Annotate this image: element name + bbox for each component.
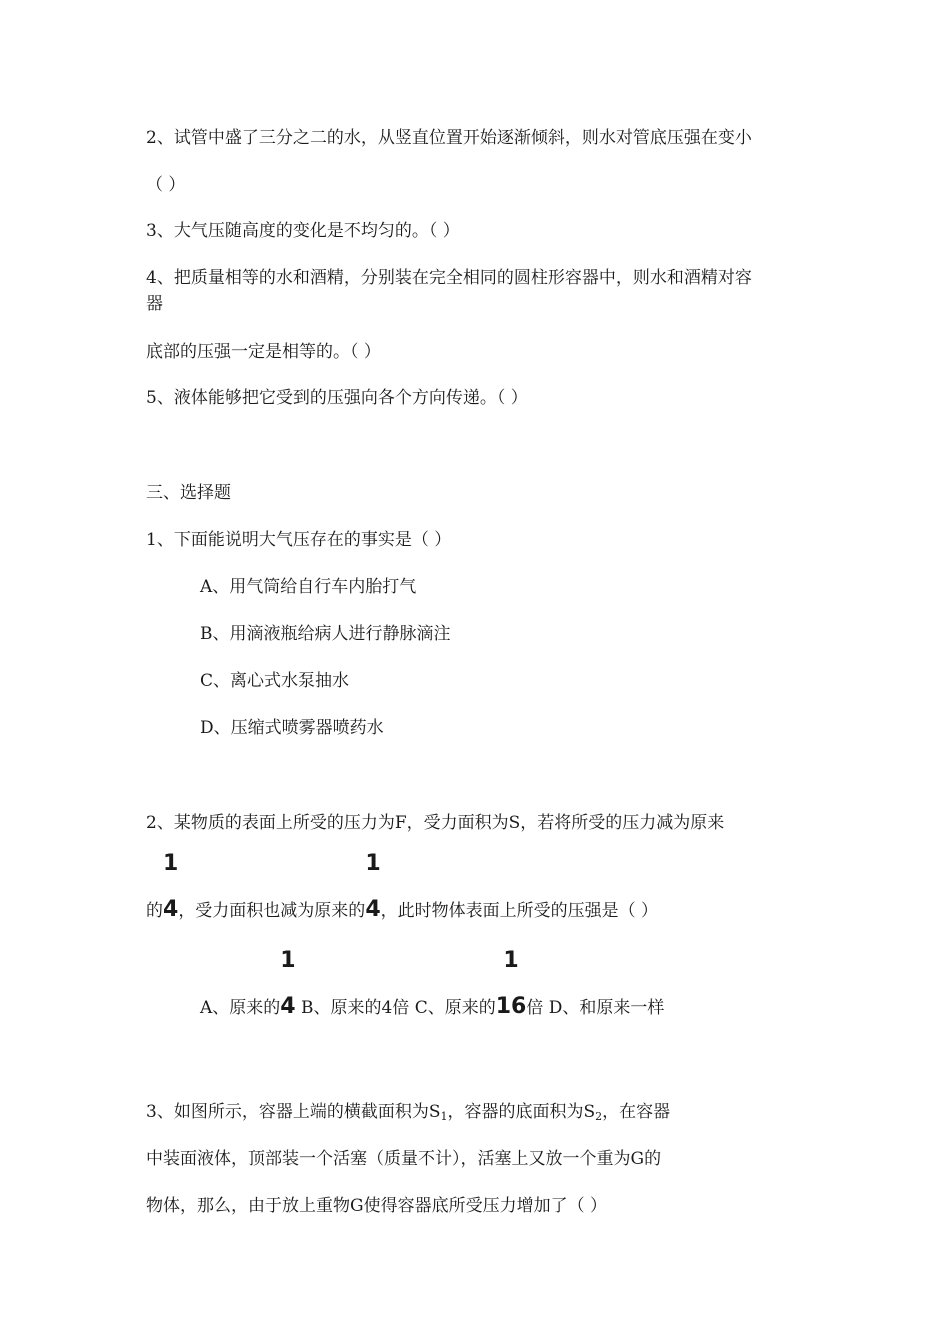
mc-q1-option-d: D、压缩式喷雾器喷药水 — [200, 718, 384, 738]
fraction-sixteenth — [495, 948, 527, 1020]
tf-q5: 5、液体能够把它受到的压强向各个方向传递。（ ） — [146, 388, 528, 408]
mc-q3-text-c: ，在容器 — [602, 1102, 671, 1122]
fraction-quarter-2 — [365, 851, 381, 923]
fraction-numerator: 1 — [280, 948, 296, 973]
mc-q1-option-c: C、离心式水泵抽水 — [200, 671, 350, 691]
mc-q1-option-a: A、用气筒给自行车内胎打气 — [200, 577, 417, 597]
fraction-numerator: 1 — [365, 851, 381, 876]
tf-q4-line1: 4、把质量相等的水和酒精，分别装在完全相同的圆柱形容器中，则水和酒精对容 — [146, 268, 752, 288]
mc-q3-line3: 物体，那么，由于放上重物G使得容器底所受压力增加了（ ） — [146, 1196, 607, 1216]
mc-q2-line1: 2、某物质的表面上所受的压力为F，受力面积为S，若将所受的压力减为原来 — [146, 813, 725, 833]
mc-q1-option-b: B、用滴液瓶给病人进行静脉滴注 — [200, 624, 451, 644]
mc-q2-option-bc: B、原来的4倍 C、原来的 — [295, 998, 496, 1018]
mc-q2-option-d: 倍 D、和原来一样 — [526, 998, 665, 1018]
fraction-denominator: 4 — [280, 994, 296, 1019]
mc-q2-text-de: 的 — [146, 901, 163, 921]
mc-q2-option-a: A、原来的 — [200, 998, 281, 1018]
subscript-1: 1 — [440, 1110, 448, 1123]
tf-q2-line1: 2、试管中盛了三分之二的水，从竖直位置开始逐渐倾斜，则水对管底压强在变小 — [146, 128, 752, 148]
mc-q3-line2: 中装面液体，顶部装一个活塞（质量不计），活塞上又放一个重为G的 — [146, 1149, 662, 1169]
mc-q2-text-end: ，此时物体表面上所受的压强是（ ） — [380, 901, 659, 921]
tf-q4-line2: 器 — [146, 294, 163, 314]
fraction-quarter-3 — [280, 948, 296, 1020]
fraction-denominator: 16 — [495, 994, 527, 1019]
tf-q3: 3、大气压随高度的变化是不均匀的。（ ） — [146, 221, 460, 241]
section3-title: 三、选择题 — [146, 483, 231, 503]
mc-q3-text-a: 3、如图所示，容器上端的横截面积为S — [146, 1102, 441, 1122]
fraction-denominator: 4 — [163, 897, 179, 922]
tf-q2-line2: （ ） — [146, 175, 186, 195]
mc-q2-options — [200, 948, 665, 1020]
fraction-denominator: 4 — [365, 897, 381, 922]
tf-q4-line3: 底部的压强一定是相等的。（ ） — [146, 342, 381, 362]
subscript-2: 2 — [595, 1110, 603, 1123]
mc-q2-text-mid: ，受力面积也减为原来的 — [178, 901, 366, 921]
mc-q1-stem: 1、下面能说明大气压存在的事实是（ ） — [146, 530, 452, 550]
mc-q2-line2 — [146, 851, 659, 923]
fraction-numerator: 1 — [503, 948, 519, 973]
fraction-quarter-1 — [163, 851, 179, 923]
mc-q3-text-b: ，容器的底面积为S — [447, 1102, 596, 1122]
fraction-numerator: 1 — [163, 851, 179, 876]
mc-q3-line1 — [146, 1100, 670, 1129]
